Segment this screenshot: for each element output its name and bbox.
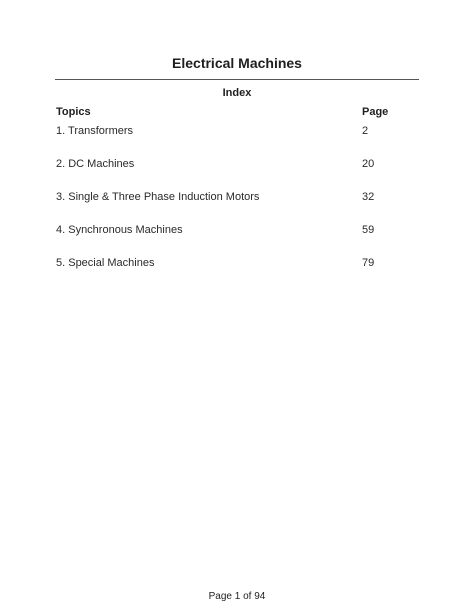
toc-entry-topic: 2. DC Machines xyxy=(56,158,135,170)
toc-entry-topic: 3. Single & Three Phase Induction Motors xyxy=(56,191,260,203)
toc-entry-dc-machines xyxy=(56,158,396,172)
toc-entry-page: 79 xyxy=(362,257,375,269)
topics-column-header: Topics xyxy=(56,106,91,118)
index-heading: Index xyxy=(222,87,252,99)
toc-entry-page: 32 xyxy=(362,191,375,203)
page-column-header: Page xyxy=(362,106,389,118)
toc-entry-page: 2 xyxy=(362,125,369,137)
toc-entry-induction-motors xyxy=(56,191,396,205)
toc-entry-synchronous-machines xyxy=(56,224,396,238)
toc-entry-page: 59 xyxy=(362,224,375,236)
document-title: Electrical Machines xyxy=(172,55,302,71)
page-footer: Page 1 of 94 xyxy=(208,591,266,602)
toc-entry-topic: 5. Special Machines xyxy=(56,257,155,269)
toc-entry-topic: 4. Synchronous Machines xyxy=(56,224,183,236)
title-divider xyxy=(55,79,419,80)
toc-entry-page: 20 xyxy=(362,158,375,170)
toc-entry-transformers xyxy=(56,125,396,139)
toc-entry-topic: 1. Transformers xyxy=(56,125,134,137)
toc-entry-special-machines xyxy=(56,257,396,271)
